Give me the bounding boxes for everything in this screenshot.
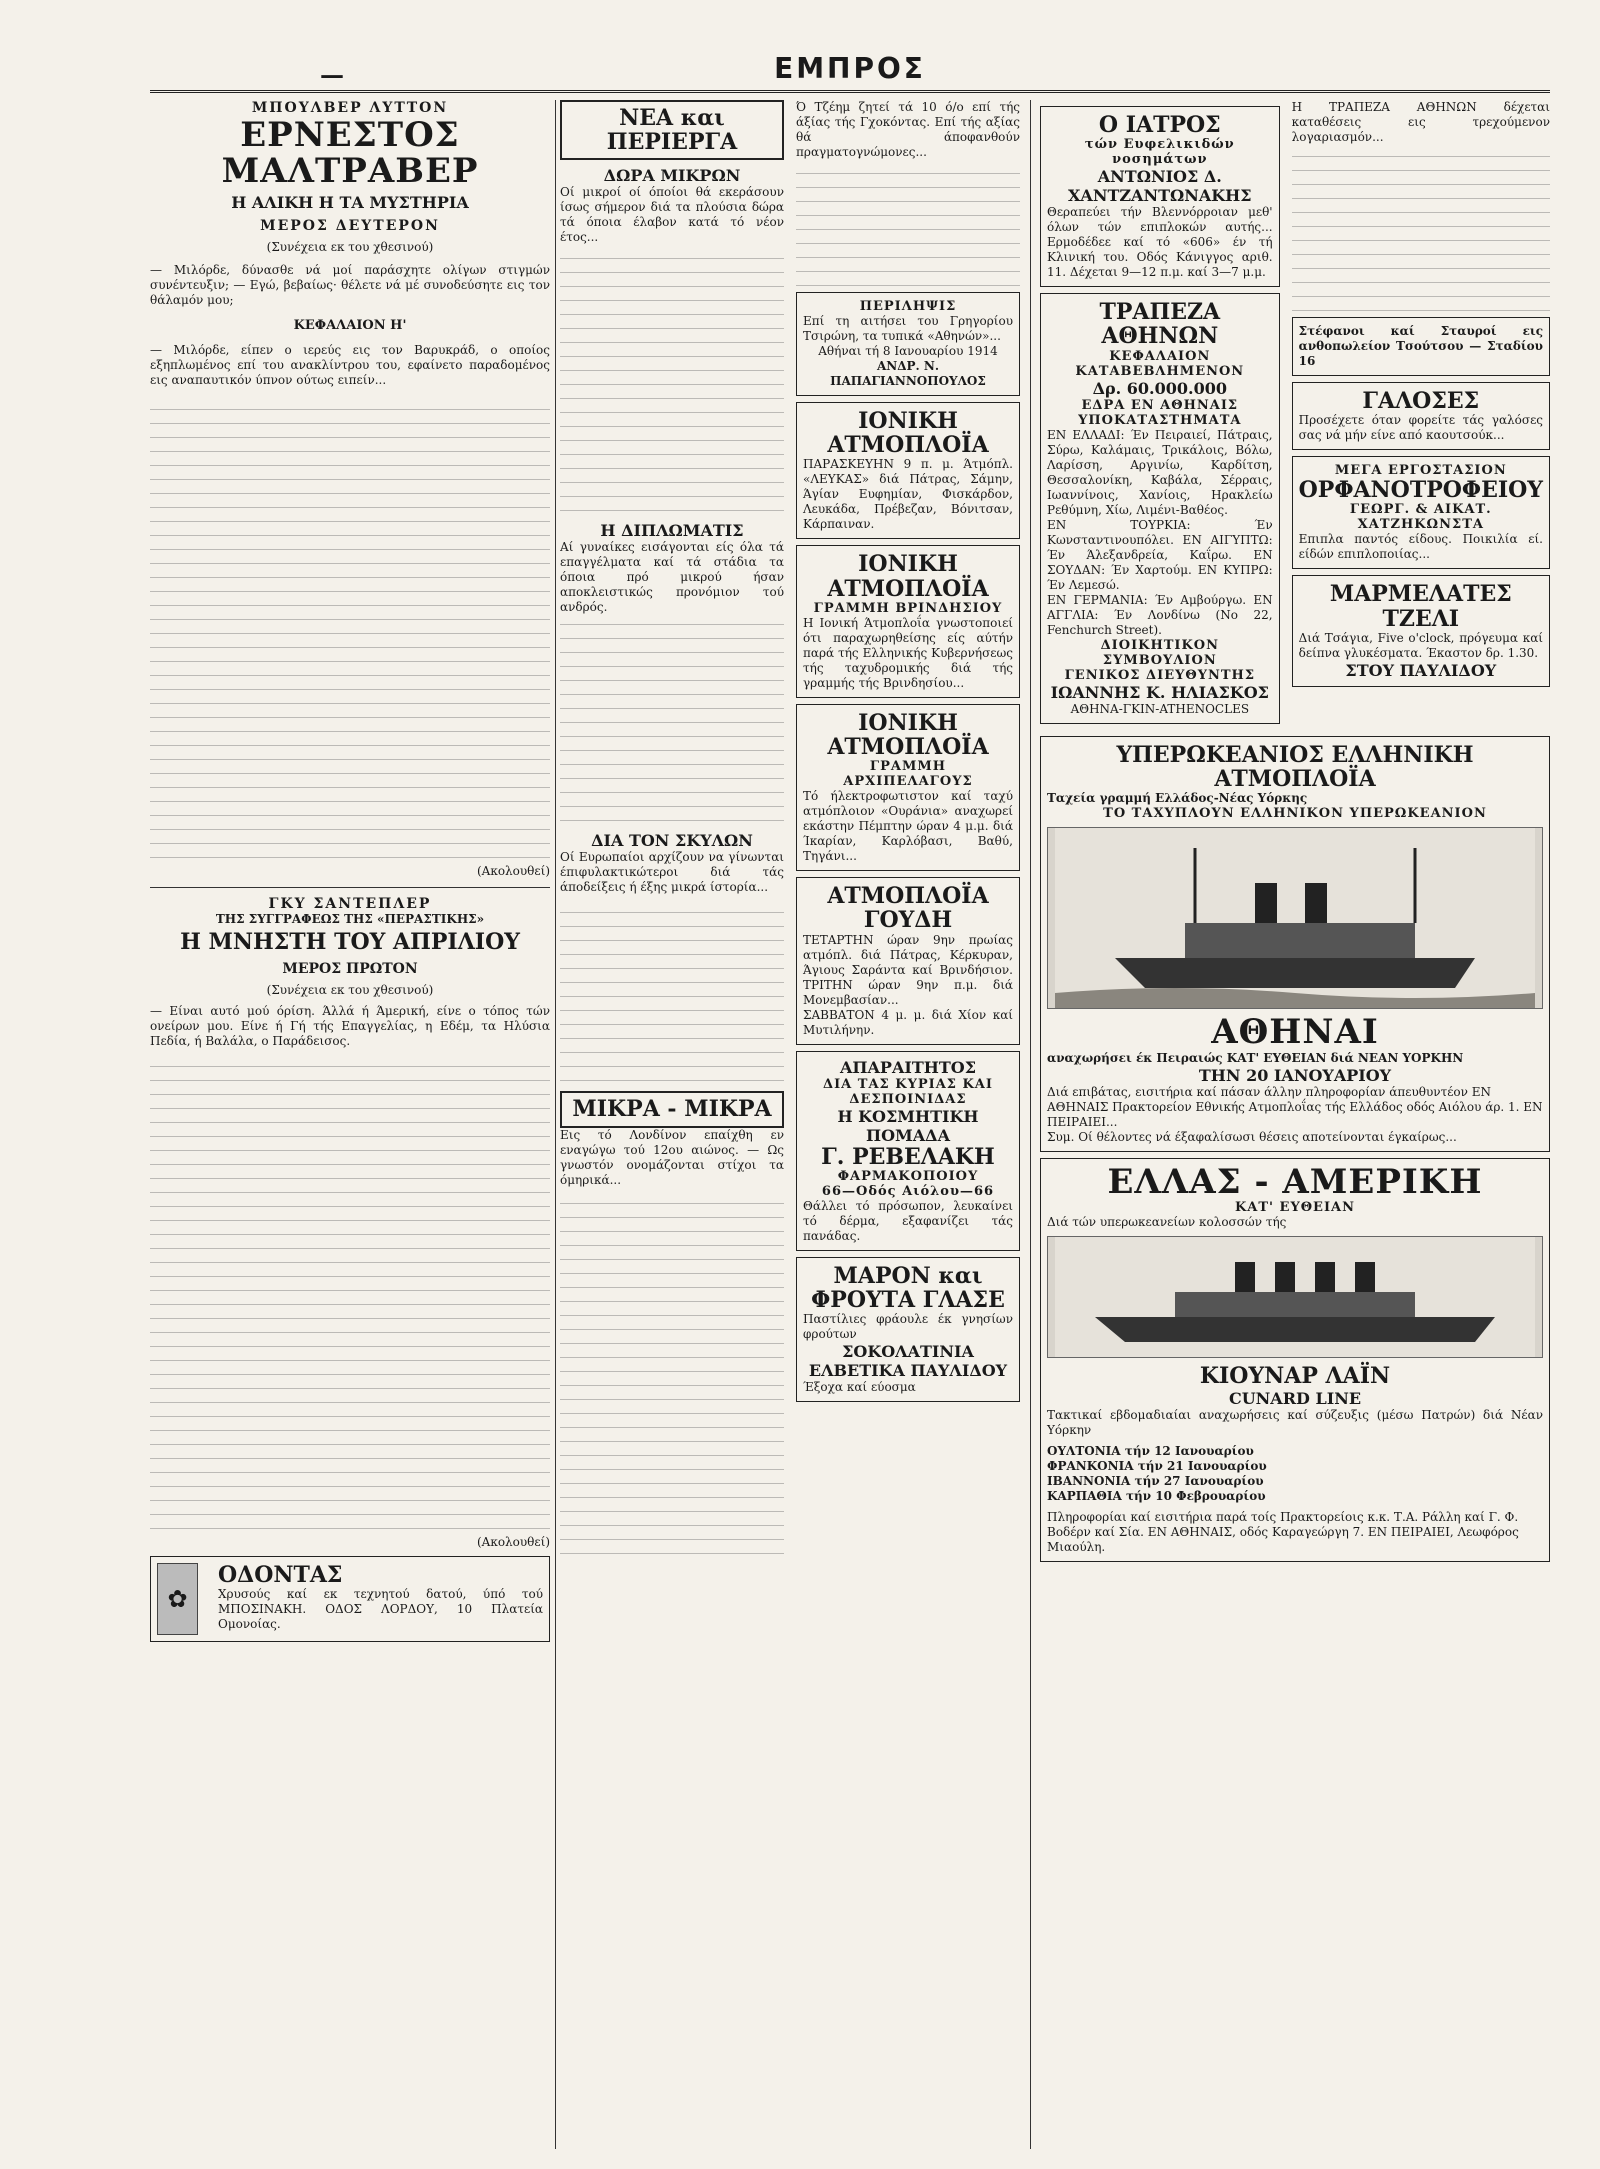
ionic-ad-3: [796, 704, 1020, 871]
news-lines-2: [560, 621, 784, 821]
sailing-2: ΦΡΑΝΚΟΝΙΑ τήν 21 Ιανουαρίου: [1047, 1458, 1267, 1473]
ionic2-sub: ΓΡΑΜΜΗ ΒΡΙΝΔΗΣΙΟΥ: [813, 600, 1003, 616]
serial2-byline: ΤΗΣ ΣΥΓΓΡΑΦΕΩΣ ΤΗΣ «ΠΕΡΑΣΤΙΚΗΣ»: [215, 912, 485, 927]
ionic-ad-2: [796, 545, 1020, 697]
cunard-text: Τακτικαί εβδομαδιαίαι αναχωρήσεις καί σύζευξις (μέσω Πατρών) διά Νέαν Υόρκην: [1047, 1407, 1543, 1437]
galoses-ad: [1292, 382, 1550, 450]
ionic3-text: Τό ήλεκτροφωτιστον καί ταχύ ατμόπλοιον «Ουράνια» αναχωρεί εκάστην Πέμπτην ώραν 4 μ.μ. διά Ίκαρίαν, Καρλόβασι, Βαθύ, Τηγάνι...: [803, 789, 1013, 864]
news-lines-3: [560, 901, 784, 1081]
orph-text: Επιπλα παντός είδους. Ποικιλία εί. είδών επιπλοποιίας...: [1298, 532, 1543, 562]
galoses-title: ΓΑΛΟΣΕΣ: [1362, 388, 1480, 414]
right-column: [1040, 100, 1550, 2149]
cunard-footer: Πληροφορίαι καί εισιτήρια παρά τοίς Πρακτορείοις κ.κ. Τ.Α. Ράλλη καί Γ. Φ. Βοδέρν καί Σία. ΕΝ ΑΘΗΝΑΙΣ, οδός Καραγεώργη 7. ΕΝ ΠΕΙΡΑΙΕΙ, Λεωφόρος Μιαούλη.: [1047, 1509, 1519, 1554]
bank-seat: ΕΔΡΑ ΕΝ ΑΘΗΝΑΙΣ: [1081, 397, 1239, 413]
right-right-sub: [1292, 100, 1550, 730]
denture-ad: [150, 1556, 550, 1642]
bank-ad: [1040, 293, 1280, 723]
ionic1-text: ΠΑΡΑΣΚΕΥΗΝ 9 π. μ. Άτμόπλ. «ΛΕΥΚΑΣ» διά Πάτρας, Σάμην, Άγίαν Ευφημίαν, Φισκάρδον, Λευκάδα, Πρέβεζαν, Βόνιτσαν, Κάρπαιναν.: [803, 457, 1013, 532]
revelakis-ad: [796, 1051, 1020, 1251]
denture-ad-text: Χρυσούς καί εκ τεχνητού δατού, ύπό τού ΜΠΟΣΙΝΑΚΗ. ΟΔΟΣ ΛΟΡΔΟΥ, 10 Πλατεία Ομονοίας.: [217, 1586, 543, 1631]
sailing-3: ΙΒΑΝΝΟΝΙΑ τήν 27 Ιανουαρίου: [1047, 1473, 1264, 1488]
bank-note: Η ΤΡΑΠΕΖΑ ΑΘΗΝΩΝ δέχεται καταθέσεις εις τρεχούμενον λογαριασμόν...: [1291, 100, 1550, 144]
serial-continued: (Συνέχεια εκ του χθεσινού): [266, 240, 434, 255]
maron-ad: [796, 1257, 1020, 1402]
serial2-continued: (Συνέχεια εκ του χθεσινού): [266, 982, 434, 997]
marm-text: Διά Τσάγια, Five o'clock, πρόγευμα καί δείπνα γλυκέσματα. Έκαστον δρ. 1.30.: [1298, 630, 1543, 660]
athens-date: ΤΗΝ 20 ΙΑΝΟΥΑΡΙΟΥ: [1198, 1065, 1392, 1085]
serial-footer: (Ακολουθεί): [476, 864, 550, 879]
bank-telegram: ΑΘΗΝΑ-ΓΚΙΝ-ATHENOCLES: [1070, 701, 1250, 716]
news-section: [560, 100, 784, 1554]
apar-pharmacy: ΦΑΡΜΑΚΟΠΟΙΟΥ: [837, 1168, 979, 1184]
ionic2-text: Η Ιονική Άτμοπλοΐα γνωστοποιεί ότι παραχωρηθείσης είς αύτήν παρά τής Ελληνικής Κυβερνήσεως τής ταχυδρομικής διά τής γραμμής τής Βρινδησίου...: [803, 615, 1013, 690]
ionic-ad-1: [796, 402, 1020, 539]
elam-sub: ΚΑΤ' ΕΥΘΕΙΑΝ: [1234, 1200, 1356, 1216]
maron-sub: Παστίλιες φράουλε έκ γνησίων φρούτων: [803, 1312, 1013, 1342]
orph-label: ΜΕΓΑ ΕΡΓΟΣΤΑΣΙΟΝ: [1334, 463, 1507, 479]
doctor-sub: τών Ευφελικιδών νοσημάτων: [1084, 137, 1235, 168]
tooth-icon: ✿: [157, 1563, 198, 1635]
marm-shop: ΣΤΟΥ ΠΑΥΛΙΔΟΥ: [1345, 660, 1497, 680]
news-h3: ΔΙΑ ΤΟΝ ΣΚΥΛΩΝ: [591, 831, 753, 851]
serial-part: ΜΕΡΟΣ ΔΕΥΤΕΡΟΝ: [260, 218, 440, 235]
news-title: ΝΕΑ και ΠΕΡΙΕΡΓΑ: [560, 100, 784, 160]
news-h1: ΔΩΡΑ ΜΙΚΡΩΝ: [603, 166, 741, 186]
right-left-sub: [1040, 100, 1280, 730]
marmalade-ad: [1292, 575, 1550, 686]
apar-title: ΑΠΑΡΑΙΤΗΤΟΣ: [839, 1057, 977, 1077]
ship-illustration: [1047, 827, 1543, 1009]
denture-ad-title: ΟΔΟΝΤΑΣ: [217, 1561, 343, 1588]
gouti-sat: ΣΑΒΒΑΤΟΝ 4 μ. μ. διά Χίον καί Μυτιλήνην.: [803, 1007, 1013, 1037]
bank-text-2: ΕΝ ΤΟΥΡΚΙΑ: Έν Κωνσταντινουπόλει. ΕΝ ΑΙΓΥΠΤΩ: Έν Άλεξανδρεία, Καΐρω. ΕΝ ΣΟΥΔΑΝ: Έν Χαρτούμ. ΕΝ ΚΥΠΡΩ: Έν Λεμεσώ.: [1047, 517, 1273, 592]
bank-board: ΔΙΟΙΚΗΤΙΚΟΝ ΣΥΜΒΟΥΛΙΟΝ: [1100, 637, 1220, 668]
elam-text: Διά τών υπερωκεανείων κολοσσών τής: [1047, 1215, 1287, 1230]
ionic1-title: ΙΟΝΙΚΗ ΑΤΜΟΠΛΟΪΑ: [827, 408, 989, 459]
athens-text-2: Συμ. Οί θέλοντες νά έξαφαλίσωσι θέσεις αποτείνονται έγκαίρως...: [1047, 1129, 1457, 1144]
stefanoi-ad: [1292, 317, 1550, 376]
apar-sub: ΔΙΑ ΤΑΣ ΚΥΡΙΑΣ ΚΑΙ ΔΕΣΠΟΙΝΙΔΑΣ: [823, 1076, 993, 1107]
news-t2: Αί γυναίκες εισάγονται είς όλα τά επαγγέλματα καί τά στάδια τα όποια πρό μικρού ήσαν αποκλειστικώς προνόμιον τού ανδρός.: [560, 540, 784, 615]
masthead: [150, 50, 1550, 93]
news-t4: Εις τό Λονδίνον επαίχθη εν εναγώγω τού 12ου αιώνος. — Ως γνωστόν ονομάζονται στίχοι τα όμηρικά...: [560, 1127, 784, 1187]
apar-name: Γ. ΡΕΒΕΛΑΚΗ: [821, 1143, 995, 1170]
masthead-dash: —: [320, 60, 344, 89]
left-column: [150, 100, 550, 2149]
col2-lines: [796, 166, 1020, 286]
notice-title: ΠΕΡΙΛΗΨΙΣ: [859, 299, 957, 314]
ocean-liner-icon: [1048, 1237, 1542, 1357]
apar-product: Η ΚΟΣΜΗΤΙΚΗ ΠΟΜΑΔΑ: [837, 1106, 979, 1145]
serial-text: — Μιλόρδε, δύνασθε νά μοί παράσχητε ολίγων στιγμών συνέντευξιν; — Εγώ, βεβαίως· θέλετε νά μέ συνοδεύσητε εις τον θάλαμόν μου;: [150, 263, 550, 308]
serial2-footer: (Ακολουθεί): [476, 1534, 550, 1549]
ionic2-title: ΙΟΝΙΚΗ ΑΤΜΟΠΛΟΪΑ: [827, 551, 989, 602]
bank-amount: Δρ. 60.000.000: [1092, 378, 1227, 398]
hyper-sub: Ταχεία γραμμή Ελλάδος-Νέας Υόρκης: [1047, 790, 1308, 805]
news-lines-4: [560, 1194, 784, 1554]
news-t1: Οί μικροί οί όποίοι θά εκεράσουν ίσως σήμερον διά τα πλούσια δώρα τά όποια έλαβον κατά τό νέον έτος...: [560, 185, 784, 245]
doctor-ad: [1040, 106, 1280, 287]
bank-text-3: ΕΝ ΓΕΡΜΑΝΙΑ: Έν Αμβούργω. ΕΝ ΑΓΓΛΙΑ: Έν Λονδίνω (No 22, Fenchurch Street).: [1047, 592, 1273, 637]
bank-capital: ΚΕΦΑΛΑΙΟΝ ΚΑΤΑΒΕΒΛΗΜΕΝΟΝ: [1075, 348, 1245, 379]
marm-title: ΜΑΡΜΕΛΑΤΕΣ ΤΖΕΛΙ: [1329, 581, 1512, 632]
orphanage-ad: [1292, 456, 1550, 569]
ship-illustration-2: [1047, 1236, 1543, 1358]
doctor-title: Ο ΙΑΤΡΟΣ: [1098, 112, 1221, 138]
orph-name: ΓΕΩΡΓ. & ΑΙΚΑΤ. ΧΑΤΖΗΚΩΝΣΤΑ: [1349, 502, 1492, 533]
column-rule-2: [1030, 100, 1031, 2149]
gouti-ad: [796, 877, 1020, 1044]
serial-subtitle: Η ΑΛΙΚΗ Η ΤΑ ΜΥΣΤΗΡΙΑ: [231, 193, 469, 213]
serial-title: ΕΡΝΕΣΤΟΣ ΜΑΛΤΡΑΒΕΡ: [221, 115, 479, 191]
serial2-part: ΜΕΡΟΣ ΠΡΩΤΟΝ: [282, 960, 418, 977]
serial2-author: ΓΚΥ ΣΑΝΤΕΠΛΕΡ: [268, 896, 432, 913]
news-t3: Οί Ευρωπαίοι αρχίζουν να γίνωνται έπιφυλακτικώτεροι διά τάς άποδείξεις ή έξης μικρά ίστορία...: [560, 850, 784, 895]
doctor-name: ΑΝΤΩΝΙΟΣ Δ. ΧΑΝΤΖΑΝΤΩΝΑΚΗΣ: [1068, 167, 1252, 206]
news-lines-1: [560, 251, 784, 511]
serial2-text: — Είναι αυτό μού όρίση. Άλλά ή Άμερική, είνε ο τόπος τών ονείρων μου. Είνε ή Γή τής Επαγγελίας, η Εδέμ, τα Ηλύσια Πεδία, ή Βαλάλα, ο Παράδεισος.: [150, 1003, 550, 1048]
news-h2: Η ΔΙΠΛΩΜΑΤΙΣ: [600, 521, 744, 541]
news-h4: ΜΙΚΡΑ - ΜΙΚΡΑ: [560, 1091, 784, 1127]
newspaper-title: ΕΜΠΡΟΣ: [774, 52, 926, 85]
galoses-text: Προσέχετε όταν φορείτε τάς γαλόσες σας νά μήν είνε από καουτσούκ...: [1298, 413, 1543, 443]
bank-title: ΤΡΑΠΕΖΑ ΑΘΗΝΩΝ: [1099, 299, 1221, 350]
bank-note-lines: [1292, 151, 1550, 311]
serial-author: ΜΠΟΥΛΒΕΡ ΛΥΤΤΟΝ: [251, 100, 449, 116]
bank-director-name: ΙΩΑΝΝΗΣ Κ. ΗΛΙΑΣΚΟΣ: [1050, 682, 1269, 702]
cunard-english: CUNARD LINE: [1228, 1388, 1362, 1408]
serial2-body-lines: [150, 1059, 550, 1529]
notices-section: [796, 100, 1020, 1554]
athens-sub: αναχωρήσει έκ Πειραιώς ΚΑΤ' ΕΥΘΕΙΑΝ διά ΝΕΑΝ ΥΟΡΚΗΝ: [1047, 1050, 1464, 1065]
athens-text: Διά επιβάτας, εισιτήρια καί πάσαν άλλην πληροφορίαν άπευθυντέον ΕΝ ΑΘΗΝΑΙΣ Πρακτορείον Εθνικής Ατμοπλοΐας τής Ελλάδος οδός Αιόλου άρ. 1. ΕΝ ΠΕΙΡΑΙΕΙ...: [1047, 1084, 1543, 1129]
serial-chapter: ΚΕΦΑΛΑΙΟΝ Η': [293, 318, 407, 334]
hyper-title: ΥΠΕΡΩΚΕΑΝΙΟΣ ΕΛΛΗΝΙΚΗ ΑΤΜΟΠΛΟΪΑ: [1116, 741, 1474, 792]
hyper-sub2: ΤΟ ΤΑΧΥΠΛΟΥΝ ΕΛΛΗΝΙΚΟΝ ΥΠΕΡΩΚΕΑΝΙΟΝ: [1103, 805, 1487, 821]
cunard-ad: [1040, 1158, 1550, 1562]
column-rule-1: [555, 100, 556, 2149]
notice-date: Αθήναι τή 8 Ιανουαρίου 1914: [818, 344, 998, 358]
choco-title: ΣΟΚΟΛΑΤΙΝΙΑ ΕΛΒΕΤΙΚΑ ΠΑΥΛΙΔΟΥ: [808, 1342, 1008, 1381]
serial2-title: Η ΜΝΗΣΤΗ ΤΟΥ ΑΠΡΙΛΙΟΥ: [180, 929, 520, 956]
notice-text: Επί τη αιτήσει του Γρηγορίου Τσιρώνη, τα τυπικά «Αθηνών»...: [803, 314, 1013, 343]
sailing-1: ΟΥΛΤΟΝΙΑ τήν 12 Ιανουαρίου: [1047, 1443, 1254, 1458]
ionic3-sub: ΓΡΑΜΜΗ ΑΡΧΙΠΕΛΑΓΟΥΣ: [843, 759, 973, 790]
hyperoceanic-ad: [1040, 736, 1550, 1152]
serial-body-lines: [150, 398, 550, 858]
cunard-greek: ΚΙΟΥΝΑΡ ΛΑΪΝ: [1199, 1363, 1391, 1390]
doctor-text: Θεραπεύει τήν Βλεννόρροιαν μεθ' όλων τών επιπλοκών αυτής... Ερμοδέδεε καί τό «606» έν τή Κλινική του. Οδός Κάνιγγος αριθ. 11. Δέχεται 9—12 π.μ. καί 3—7 μ.μ.: [1047, 205, 1273, 280]
apar-text: Θάλλει τό πρόσωπον, λευκαίνει τό δέρμα, εξαφανίζει τάς πανάδας.: [803, 1198, 1013, 1243]
bank-text: ΕΝ ΕΛΛΑΔΙ: Έν Πειραιεί, Πάτραις, Σύρω, Καλάμαις, Τρικάλοις, Βόλω, Λαρίσση, Αργινίω, Καρδίτση, Θεσσαλονίκη, Καβάλα, Σέρραις, Ιωαννίνοις, Χανίοις, Ηρακλείω Ρεθύμνη, Χίω, Λιμένι-Βαθέος.: [1047, 427, 1273, 517]
stefanoi-text: Στέφανοι καί Σταυροί εις ανθοπωλείον Τσούτσου — Σταδίου 16: [1298, 324, 1543, 368]
elam-title: ΕΛΛΑΣ - ΑΜΕΡΙΚΗ: [1107, 1161, 1483, 1202]
steamship-icon: [1048, 828, 1542, 1008]
sailing-4: ΚΑΡΠΑΘΙΑ τήν 10 Φεβρουαρίου: [1047, 1488, 1266, 1503]
ionic3-title: ΙΟΝΙΚΗ ΑΤΜΟΠΛΟΪΑ: [827, 709, 989, 760]
middle-column: [560, 100, 1020, 2149]
gouti-title: ΑΤΜΟΠΛΟΪΑ ΓΟΥΔΗ: [827, 883, 989, 934]
notice-sign: ΑΝΔΡ. Ν. ΠΑΠΑΓΙΑΝΝΟΠΟΥΛΟΣ: [830, 359, 986, 388]
serial-text-2: — Μιλόρδε, είπεν ο ιερεύς εις τον Βαρυκράδ, ο οποίος εξηπλωμένος επί του ανακλίντρου του, εφαίνετο παραδομένος εις αναπαυτικόν ύπνον ούτως ειπείν...: [150, 343, 550, 388]
apar-address: 66—Οδός Αιόλου—66: [821, 1183, 995, 1199]
notice-box: [796, 292, 1020, 396]
divider: [150, 887, 550, 888]
choco-sub: Έξοχα καί εύοσμα: [803, 1380, 916, 1395]
maron-title: ΜΑΡΟΝ και ΦΡΟΥΤΑ ΓΛΑΣΕ: [811, 1262, 1005, 1313]
athens-title: ΑΘΗΝΑΙ: [1211, 1011, 1379, 1052]
orph-title: ΟΡΦΑΝΟΤΡΟΦΕΙΟΥ: [1298, 477, 1543, 504]
col2-text: Ό Τζέημ ζητεί τά 10 ό/ο επί τής άξίας τής Γχοκόντας. Επί τής αξίας θά άποφανθούν πραγματογνώμονες...: [796, 100, 1020, 159]
bank-director: ΓΕΝΙΚΟΣ ΔΙΕΥΘΥΝΤΗΣ: [1064, 667, 1256, 683]
gouti-text: ΤΕΤΑΡΤΗΝ ώραν 9ην πρωίας ατμόπλ. διά Πάτρας, Κέρκυραν, Άγιους Σαράντα καί Βρινδήσιον. ΤΡΙΤΗΝ ώραν 9ην π.μ. διά Μονεμβασίαν...: [803, 932, 1013, 1007]
bank-branches: ΥΠΟΚΑΤΑΣΤΗΜΑΤΑ: [1078, 412, 1242, 428]
